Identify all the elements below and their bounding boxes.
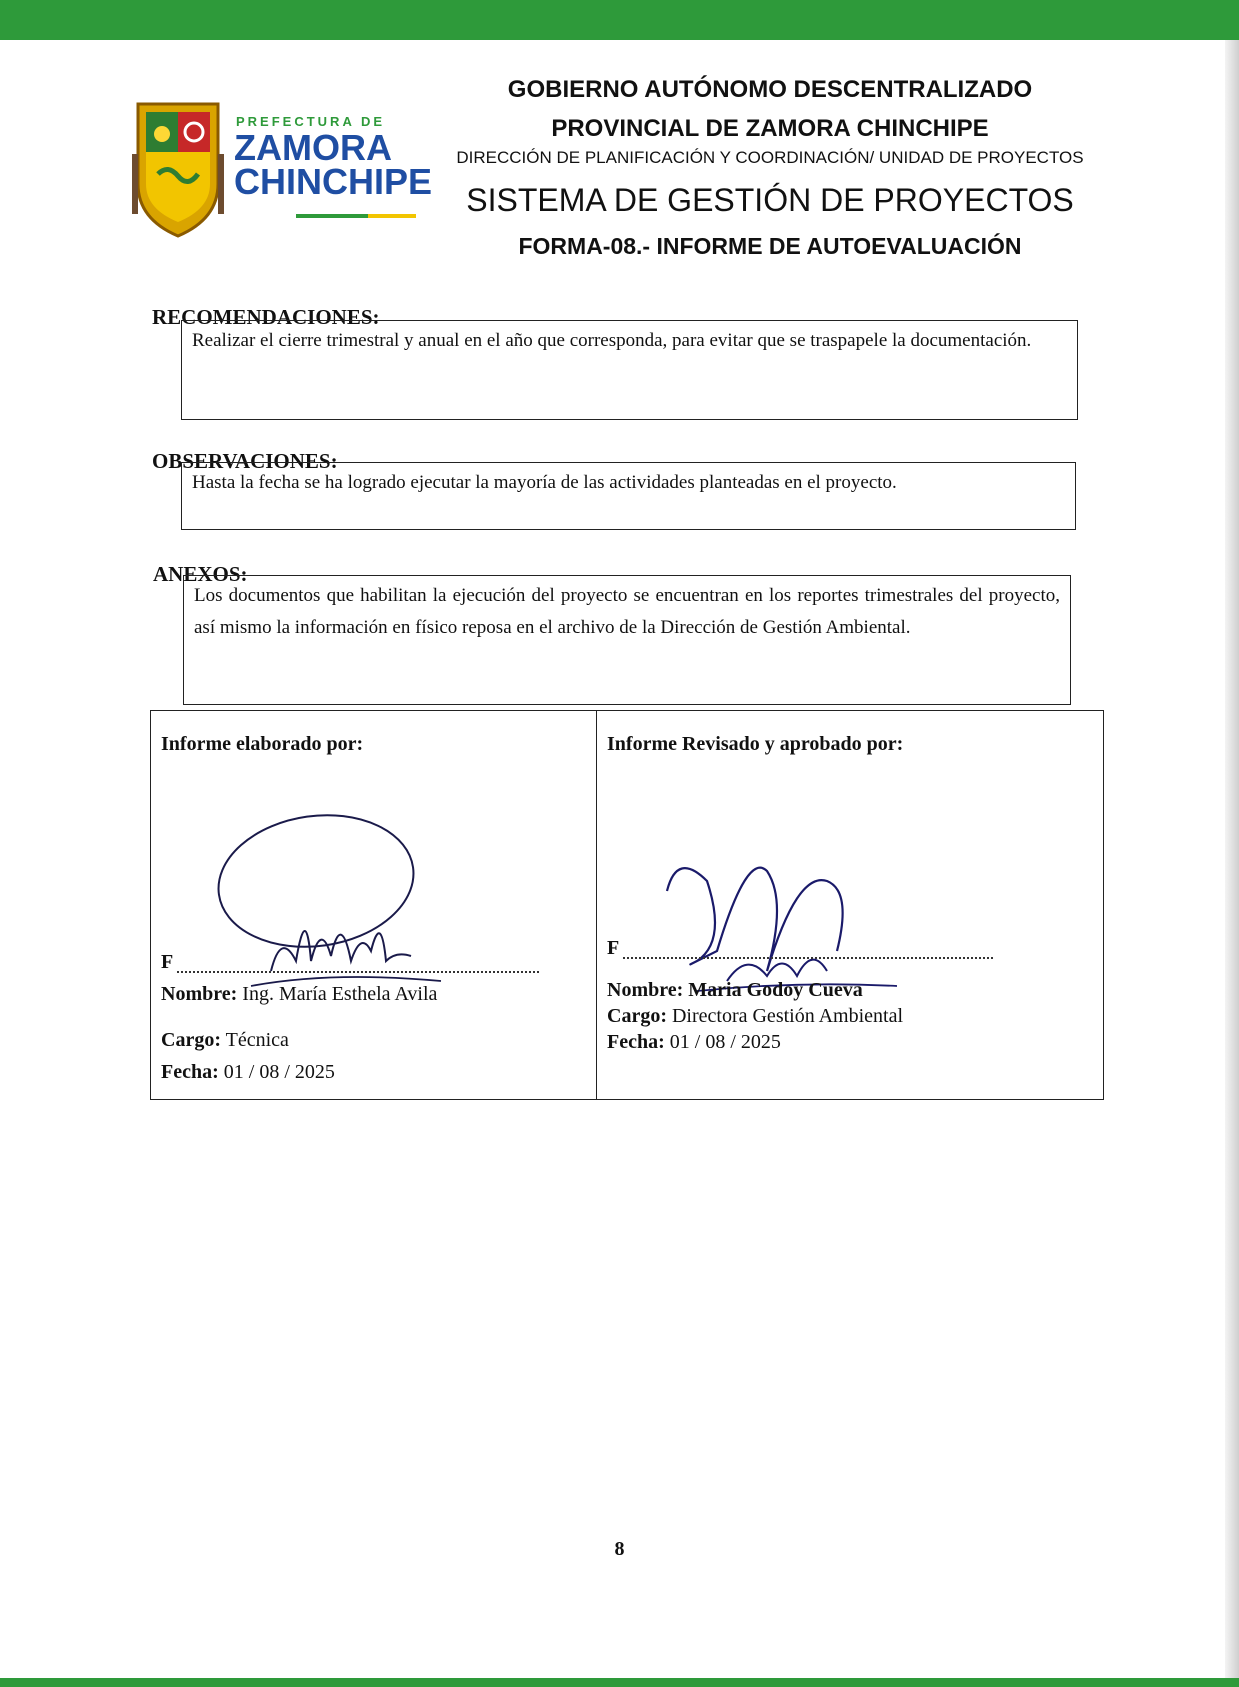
revisado-nombre-value: Maria Godoy Cueva (688, 979, 863, 1001)
logo-prefix: PREFECTURA DE (236, 114, 386, 129)
observaciones-box (181, 462, 1076, 530)
elaborado-f-label: F (161, 951, 174, 973)
elaborado-cargo-value: Técnica (225, 1029, 289, 1051)
recomendaciones-text: Realizar el cierre trimestral y anual en el año que corresponda, para evitar que se traspapele la documentación. (192, 330, 1032, 351)
signature-mark (211, 811, 471, 1011)
revisado-fecha-value: 01 / 08 / 2025 (669, 1031, 781, 1053)
elaborado-signature-line (177, 971, 539, 973)
recomendaciones-label: RECOMENDACIONES: (152, 305, 380, 329)
elaborado-heading: Informe elaborado por: (161, 733, 364, 755)
header-sistema: SISTEMA DE GESTIÓN DE PROYECTOS (466, 182, 1074, 218)
elaborado-fecha (161, 1061, 335, 1084)
header-provincial: PROVINCIAL DE ZAMORA CHINCHIPE (551, 115, 989, 142)
revisado-fecha (607, 1031, 781, 1054)
provincial-crest-icon (128, 94, 228, 242)
logo-name-zamora: ZAMORA (234, 127, 392, 168)
logo-underline (296, 214, 416, 218)
revisado-cargo-value: Directora Gestión Ambiental (671, 1005, 904, 1027)
logo-name-chinchipe: CHINCHIPE (234, 161, 433, 202)
header-forma: FORMA-08.- INFORME DE AUTOEVALUACIÓN (518, 233, 1022, 259)
prefectura-logo (128, 94, 433, 244)
anexos-label: ANEXOS: (153, 562, 248, 586)
elaborado-cargo-label: Cargo: (161, 1029, 221, 1051)
observaciones-text: Hasta la fecha se ha logrado ejecutar la mayoría de las actividades planteadas en el proyecto. (192, 472, 897, 493)
signature-cell-elaborado (151, 711, 596, 1099)
revisado-nombre (607, 979, 863, 1002)
top-green-bar (0, 0, 1239, 40)
revisado-heading: Informe Revisado y aprobado por: (607, 733, 904, 755)
header-direccion: DIRECCIÓN DE PLANIFICACIÓN Y COORDINACIÓN/ UNIDAD DE PROYECTOS (456, 148, 1084, 167)
revisado-cargo (607, 1005, 903, 1028)
revisado-cargo-label: Cargo: (607, 1005, 667, 1027)
elaborado-cargo (161, 1029, 289, 1052)
observaciones-label: OBSERVACIONES: (152, 449, 338, 473)
signature-cell-revisado (597, 711, 1102, 1099)
anexos-box (183, 575, 1071, 705)
anexos-text: Los documentos que habilitan la ejecución del proyecto se encuentran en los reportes trimestrales del proyecto, así mismo la información en físico reposa en el archivo de la Dirección de Gestión Ambiental. (194, 585, 1060, 638)
elaborado-nombre-label: Nombre: (161, 983, 238, 1005)
recomendaciones-box (181, 320, 1078, 420)
signature-table (150, 710, 1104, 1100)
revisado-fecha-label: Fecha: (607, 1031, 665, 1053)
page-number: 8 (614, 1538, 625, 1560)
elaborado-nombre (161, 983, 437, 1006)
revisado-f-label: F (607, 937, 620, 959)
page-edge-shadow (1225, 40, 1239, 1678)
header-gobierno: GOBIERNO AUTÓNOMO DESCENTRALIZADO (507, 76, 1033, 103)
revisado-nombre-label: Nombre: (607, 979, 684, 1001)
revisado-signature-line (623, 957, 993, 959)
elaborado-nombre-value: Ing. María Esthela Avila (242, 983, 438, 1005)
bottom-green-bar (0, 1678, 1239, 1687)
elaborado-fecha-value: 01 / 08 / 2025 (223, 1061, 335, 1083)
elaborado-fecha-label: Fecha: (161, 1061, 219, 1083)
